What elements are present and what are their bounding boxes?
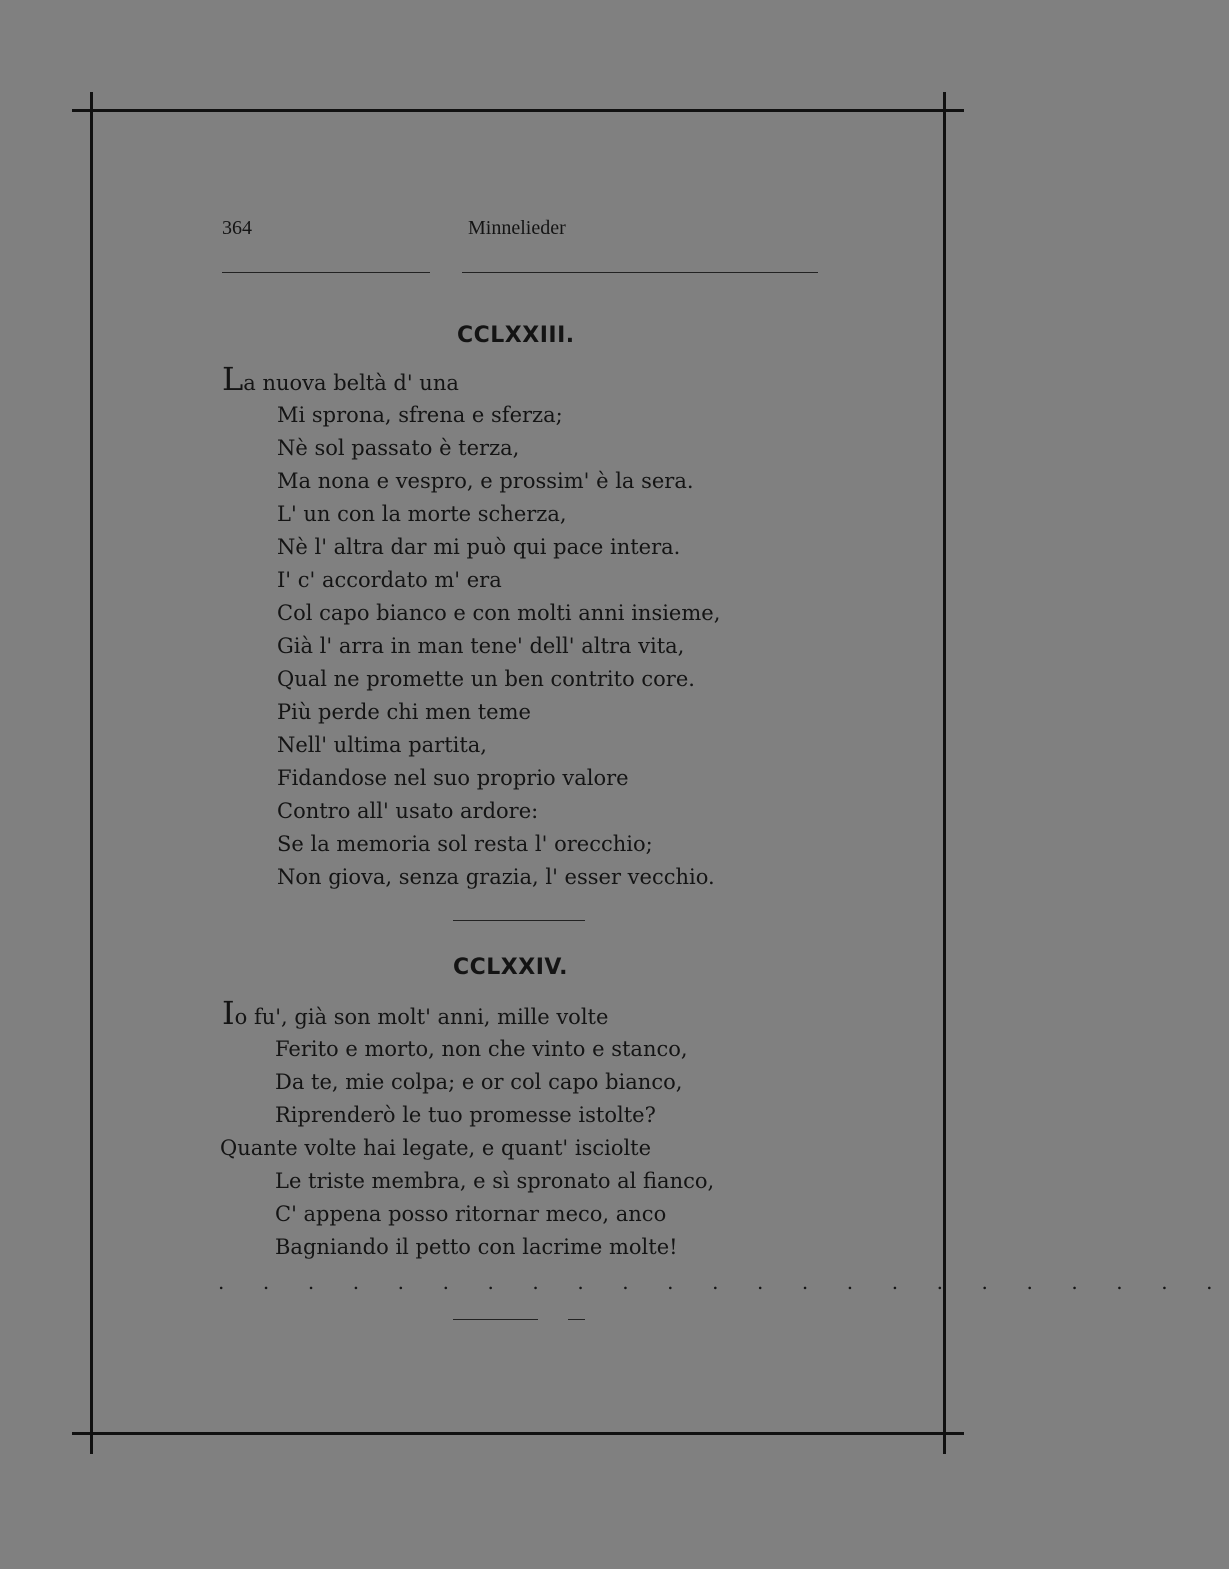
section-divider (453, 920, 585, 921)
frame-left-rule (90, 92, 93, 1454)
verse-line: Nè l' altra dar mi può qui pace intera. (277, 535, 681, 559)
verse-line: Mi sprona, sfrena e sferza; (277, 403, 563, 427)
drop-cap: L (222, 360, 244, 398)
verse-line: Più perde chi men teme (277, 700, 531, 724)
verse-line: Riprenderò le tuo promesse istolte? (275, 1103, 656, 1127)
verse-line: Fidandose nel suo proprio valore (277, 766, 629, 790)
header-rule-left (222, 272, 430, 273)
verse-line: Le triste membra, e sì spronato al fianco, (275, 1169, 715, 1193)
end-rule-right (568, 1319, 585, 1320)
verse-line: C' appena posso ritornar meco, anco (275, 1202, 667, 1226)
frame-top-rule (72, 109, 964, 112)
verse-line: I' c' accordato m' era (277, 568, 502, 592)
end-rule-left (453, 1319, 538, 1320)
verse-line: Nell' ultima partita, (277, 733, 487, 757)
verse-line: L' un con la morte scherza, (277, 502, 567, 526)
frame-right-rule (943, 92, 946, 1454)
poem-heading-cclxxiv: CCLXXIV. (453, 955, 568, 980)
verse-line: Da te, mie colpa; e or col capo bianco, (275, 1070, 683, 1094)
verse-line: Qual ne promette un ben contrito core. (277, 667, 695, 691)
verse-line: Col capo bianco e con molti anni insieme, (277, 601, 721, 625)
ellipsis-dots: . . . . . . . . . . . . . . . . . . . . . . . (218, 1270, 1229, 1294)
verse-line: Quante volte hai legate, e quant' isciolte (220, 1136, 652, 1160)
verse-line: Nè sol passato è terza, (277, 436, 520, 460)
verse-text: o fu', già son molt' anni, mille volte (234, 1005, 609, 1029)
verse-line: Già l' arra in man tene' dell' altra vita, (277, 634, 685, 658)
frame-bottom-rule (72, 1432, 964, 1435)
verse-line: Bagniando il petto con lacrime molte! (275, 1235, 678, 1259)
verse-line: Contro all' usato ardore: (277, 799, 539, 823)
verse-line: Se la memoria sol resta l' orecchio; (277, 832, 653, 856)
running-title: Minnelieder (468, 217, 566, 239)
header-rule-right (462, 272, 818, 273)
verse-line: Ma nona e vespro, e prossim' è la sera. (277, 469, 694, 493)
page-number: 364 (222, 217, 252, 239)
verse-line (222, 360, 459, 398)
poem-heading-cclxxiii: CCLXXIII. (457, 323, 575, 348)
drop-cap: I (222, 994, 235, 1032)
verse-line: Ferito e morto, non che vinto e stanco, (275, 1037, 688, 1061)
verse-line (222, 994, 609, 1032)
verse-text: a nuova beltà d' una (243, 371, 459, 395)
verse-line: Non giova, senza grazia, l' esser vecchio. (277, 865, 715, 889)
